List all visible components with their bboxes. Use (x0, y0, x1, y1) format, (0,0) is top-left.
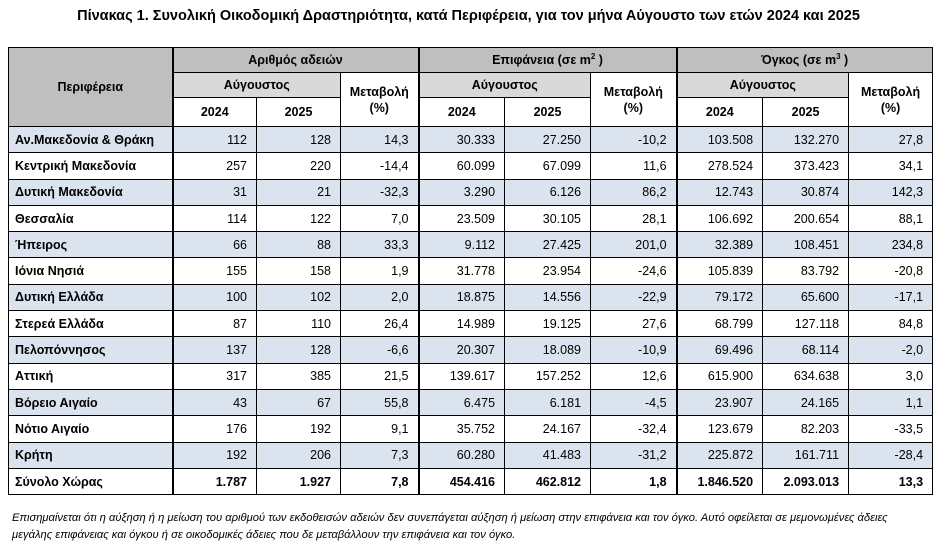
region-name: Αττική (9, 363, 173, 389)
cell-p24: 114 (173, 205, 257, 231)
cell-a24: 3.290 (419, 179, 505, 205)
cell-v24: 69.496 (677, 337, 763, 363)
cell-a25: 6.126 (505, 179, 591, 205)
table-row (9, 442, 933, 468)
cell-vch: 84,8 (849, 311, 933, 337)
cell-a25: 6.181 (505, 389, 591, 415)
region-name: Δυτική Ελλάδα (9, 284, 173, 310)
cell-v24: 32.389 (677, 232, 763, 258)
cell-pch: 2,0 (341, 284, 419, 310)
cell-v25: 68.114 (763, 337, 849, 363)
footnote: Επισημαίνεται ότι η αύξηση ή η μείωση του αριθμού των εκδοθεισών αδειών δεν συνεπάγεται αύξηση ή μείωση στην επιφάνεια και τον όγκο. Αυτό οφείλεται σε μεμονωμένες άδειες μεγάλης επιφάνειας και όγκου ή σε οικοδομικές άδειες που δε μεταβάλλουν την επιφάνεια και τον όγκο. (12, 512, 888, 541)
cell-pch: -14,4 (341, 153, 419, 179)
cell-v24: 106.692 (677, 205, 763, 231)
cell-pch: 21,5 (341, 363, 419, 389)
region-name: Βόρειο Αιγαίο (9, 389, 173, 415)
cell-v25: 30.874 (763, 179, 849, 205)
volume-header: Όγκος (σε $m^3$ ) (677, 48, 933, 73)
cell-ach: 28,1 (591, 205, 677, 231)
cell-ach: -24,6 (591, 258, 677, 284)
region-name: Κεντρική Μακεδονία (9, 153, 173, 179)
cell-pch: 55,8 (341, 389, 419, 415)
cell-vch: -17,1 (849, 284, 933, 310)
cell-pch: -6,6 (341, 337, 419, 363)
cell-p25: 128 (257, 127, 341, 153)
cell-vch: -20,8 (849, 258, 933, 284)
volume-year-2024: 2024 (677, 98, 763, 127)
cell-v25: 83.792 (763, 258, 849, 284)
cell-v24: 103.508 (677, 127, 763, 153)
cell-pch: 9,1 (341, 416, 419, 442)
total-row (9, 468, 933, 494)
cell-a25: 24.167 (505, 416, 591, 442)
cell-p25: 158 (257, 258, 341, 284)
cell-p25: 110 (257, 311, 341, 337)
cell-v25: 132.270 (763, 127, 849, 153)
region-name: Αν.Μακεδονία & Θράκη (9, 127, 173, 153)
cell-v24: 1.846.520 (677, 468, 763, 494)
cell-p24: 176 (173, 416, 257, 442)
region-name: Ήπειρος (9, 232, 173, 258)
cell-ach: -10,2 (591, 127, 677, 153)
area-header: Επιφάνεια (σε $m^2$ ) (419, 48, 677, 73)
area-change-header: Μεταβολή (%) (591, 73, 677, 127)
cell-a25: 18.089 (505, 337, 591, 363)
area-year-2025: 2025 (505, 98, 591, 127)
cell-p25: 220 (257, 153, 341, 179)
cell-v25: 634.638 (763, 363, 849, 389)
table-row (9, 284, 933, 310)
cell-ach: -4,5 (591, 389, 677, 415)
cell-a24: 454.416 (419, 468, 505, 494)
cell-a24: 139.617 (419, 363, 505, 389)
cell-a25: 14.556 (505, 284, 591, 310)
table-row (9, 127, 933, 153)
cell-v25: 108.451 (763, 232, 849, 258)
permits-august-header: Αύγουστος (173, 73, 341, 98)
cell-a24: 18.875 (419, 284, 505, 310)
cell-vch: 27,8 (849, 127, 933, 153)
construction-activity-table (8, 47, 933, 495)
cell-pch: 14,3 (341, 127, 419, 153)
table-row (9, 363, 933, 389)
cell-p24: 1.787 (173, 468, 257, 494)
cell-p25: 67 (257, 389, 341, 415)
cell-p24: 112 (173, 127, 257, 153)
cell-p25: 1.927 (257, 468, 341, 494)
cell-ach: 201,0 (591, 232, 677, 258)
cell-a25: 19.125 (505, 311, 591, 337)
cell-vch: -33,5 (849, 416, 933, 442)
cell-pch: 7,0 (341, 205, 419, 231)
cell-p25: 385 (257, 363, 341, 389)
region-name: Νότιο Αιγαίο (9, 416, 173, 442)
cell-p24: 87 (173, 311, 257, 337)
cell-p25: 88 (257, 232, 341, 258)
region-header: Περιφέρεια (9, 48, 173, 127)
cell-a24: 14.989 (419, 311, 505, 337)
cell-pch: -32,3 (341, 179, 419, 205)
cell-a25: 41.483 (505, 442, 591, 468)
cell-a25: 27.425 (505, 232, 591, 258)
permits-year-2024: 2024 (173, 98, 257, 127)
cell-v24: 123.679 (677, 416, 763, 442)
region-name: Δυτική Μακεδονία (9, 179, 173, 205)
cell-vch: 34,1 (849, 153, 933, 179)
cell-p24: 192 (173, 442, 257, 468)
cell-ach: -22,9 (591, 284, 677, 310)
cell-v25: 127.118 (763, 311, 849, 337)
cell-v25: 24.165 (763, 389, 849, 415)
cell-p25: 206 (257, 442, 341, 468)
cell-a25: 157.252 (505, 363, 591, 389)
cell-ach: 11,6 (591, 153, 677, 179)
region-name: Θεσσαλία (9, 205, 173, 231)
cell-ach: -10,9 (591, 337, 677, 363)
cell-a25: 30.105 (505, 205, 591, 231)
cell-v25: 200.654 (763, 205, 849, 231)
cell-a24: 6.475 (419, 389, 505, 415)
cell-a24: 60.099 (419, 153, 505, 179)
table-row (9, 337, 933, 363)
table-row (9, 311, 933, 337)
cell-p24: 137 (173, 337, 257, 363)
cell-vch: 1,1 (849, 389, 933, 415)
cell-vch: 234,8 (849, 232, 933, 258)
cell-vch: 88,1 (849, 205, 933, 231)
cell-p25: 21 (257, 179, 341, 205)
cell-v24: 278.524 (677, 153, 763, 179)
table-row (9, 258, 933, 284)
cell-a25: 27.250 (505, 127, 591, 153)
cell-p25: 128 (257, 337, 341, 363)
region-name: Ιόνια Νησιά (9, 258, 173, 284)
cell-a24: 30.333 (419, 127, 505, 153)
table-title: Πίνακας 1. Συνολική Οικοδομική Δραστηριότητα, κατά Περιφέρεια, για τον μήνα Αύγουστο των ετών 2024 και 2025 (77, 8, 860, 24)
cell-pch: 33,3 (341, 232, 419, 258)
cell-v24: 68.799 (677, 311, 763, 337)
area-august-header: Αύγουστος (419, 73, 591, 98)
permits-header: Αριθμός αδειών (173, 48, 419, 73)
cell-p24: 155 (173, 258, 257, 284)
cell-a25: 462.812 (505, 468, 591, 494)
cell-v24: 105.839 (677, 258, 763, 284)
cell-v24: 12.743 (677, 179, 763, 205)
cell-pch: 7,8 (341, 468, 419, 494)
region-name: Πελοπόννησος (9, 337, 173, 363)
cell-vch: 13,3 (849, 468, 933, 494)
cell-a24: 23.509 (419, 205, 505, 231)
cell-p25: 122 (257, 205, 341, 231)
region-name: Σύνολο Χώρας (9, 468, 173, 494)
cell-p24: 317 (173, 363, 257, 389)
cell-p24: 66 (173, 232, 257, 258)
table-row (9, 416, 933, 442)
table-row (9, 389, 933, 415)
cell-v25: 2.093.013 (763, 468, 849, 494)
cell-a24: 60.280 (419, 442, 505, 468)
cell-a24: 20.307 (419, 337, 505, 363)
table-row (9, 153, 933, 179)
cell-ach: 1,8 (591, 468, 677, 494)
cell-vch: -28,4 (849, 442, 933, 468)
permits-change-header: Μεταβολή (%) (341, 73, 419, 127)
cell-a25: 23.954 (505, 258, 591, 284)
table-row (9, 179, 933, 205)
cell-v25: 161.711 (763, 442, 849, 468)
region-name: Κρήτη (9, 442, 173, 468)
cell-a24: 31.778 (419, 258, 505, 284)
cell-vch: 142,3 (849, 179, 933, 205)
cell-p24: 43 (173, 389, 257, 415)
area-year-2024: 2024 (419, 98, 505, 127)
cell-p25: 192 (257, 416, 341, 442)
cell-a24: 9.112 (419, 232, 505, 258)
region-name: Στερεά Ελλάδα (9, 311, 173, 337)
cell-vch: 3,0 (849, 363, 933, 389)
cell-ach: 86,2 (591, 179, 677, 205)
cell-p24: 31 (173, 179, 257, 205)
cell-pch: 26,4 (341, 311, 419, 337)
cell-v25: 373.423 (763, 153, 849, 179)
cell-p25: 102 (257, 284, 341, 310)
cell-p24: 257 (173, 153, 257, 179)
cell-v24: 225.872 (677, 442, 763, 468)
cell-a25: 67.099 (505, 153, 591, 179)
volume-change-header: Μεταβολή (%) (849, 73, 933, 127)
permits-year-2025: 2025 (257, 98, 341, 127)
cell-v24: 79.172 (677, 284, 763, 310)
table-row (9, 205, 933, 231)
table-row (9, 232, 933, 258)
cell-ach: -31,2 (591, 442, 677, 468)
cell-vch: -2,0 (849, 337, 933, 363)
volume-august-header: Αύγουστος (677, 73, 849, 98)
cell-v25: 82.203 (763, 416, 849, 442)
cell-v25: 65.600 (763, 284, 849, 310)
cell-v24: 23.907 (677, 389, 763, 415)
cell-ach: 12,6 (591, 363, 677, 389)
cell-pch: 7,3 (341, 442, 419, 468)
cell-v24: 615.900 (677, 363, 763, 389)
cell-ach: 27,6 (591, 311, 677, 337)
cell-pch: 1,9 (341, 258, 419, 284)
volume-year-2025: 2025 (763, 98, 849, 127)
cell-ach: -32,4 (591, 416, 677, 442)
cell-p24: 100 (173, 284, 257, 310)
cell-a24: 35.752 (419, 416, 505, 442)
table-body (9, 127, 933, 495)
